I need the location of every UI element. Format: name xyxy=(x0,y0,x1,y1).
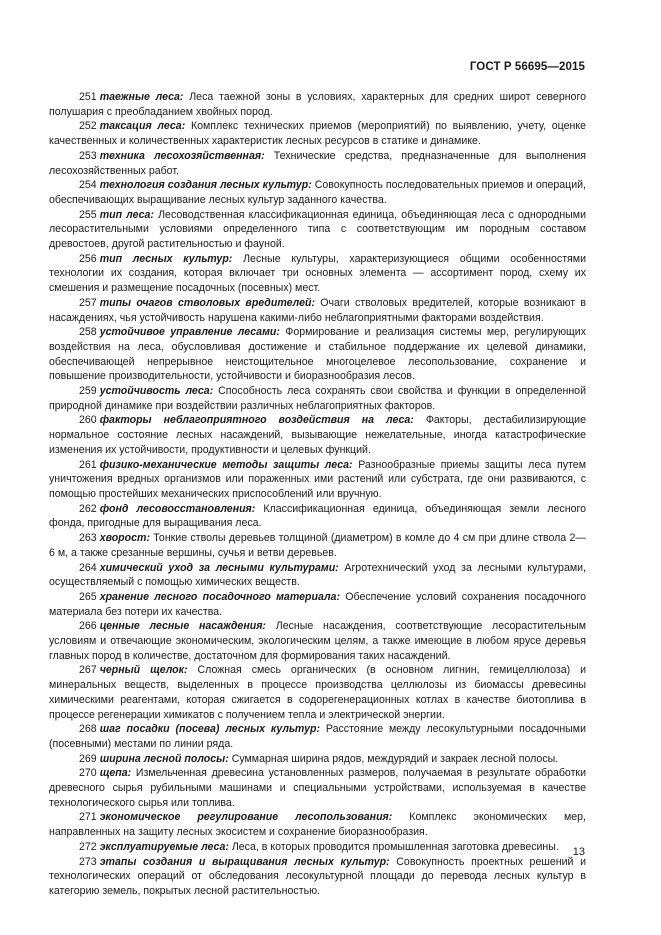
entry-number: 258 xyxy=(79,326,97,339)
entry-number: 265 xyxy=(79,590,97,603)
glossary-entry xyxy=(49,855,586,899)
glossary-entry xyxy=(49,208,586,252)
entry-term: ширина лесной полосы: xyxy=(99,752,229,765)
entry-term: шаг посадки (посева) лесных культур: xyxy=(99,723,320,736)
entry-term: устойчивость леса: xyxy=(99,385,214,398)
entry-number: 268 xyxy=(79,723,97,736)
glossary-entry xyxy=(49,619,586,663)
entry-number: 251 xyxy=(79,91,97,103)
entry-definition: Разнообразные приемы защиты леса путем уничтожения вредных организмов или пораженных ими растений или субстрата, где они развиваются, с помощью простейших механических приспособлений или вручную. xyxy=(49,458,586,500)
entry-term: эксплуатируемые леса: xyxy=(99,840,229,853)
entry-number: 254 xyxy=(79,179,97,192)
glossary-entry xyxy=(49,384,586,413)
entry-term: этапы создания и выращивания лесных культур: xyxy=(99,855,390,868)
entry-definition: Сложная смесь органических (в основном лигнин, гемицеллюлоза) и минеральных веществ, выделенных в процессе производства целлюлозы из биомассы древесины химическими реагентами, которая сжигается в содорегенерационных котлах в качестве биотоплива в процессе регенерации химикатов с получением тепла и электрической энергии. xyxy=(49,664,586,721)
glossary-entry xyxy=(49,252,586,296)
entry-term: щепа: xyxy=(99,767,132,780)
entry-definition: Совокупность проектных решений и технологических операций от обследования лесокультурной площади до перевода лесных культур в категорию земель, покрытых лесной растительностью. xyxy=(49,855,587,897)
entry-number: 273 xyxy=(79,855,97,868)
entry-definition: Совокупность последовательных приемов и операций, обеспечивающих выращивание лесных культур заданного качества. xyxy=(49,179,586,206)
glossary-entry xyxy=(49,590,586,619)
glossary-entry xyxy=(49,325,586,384)
entry-definition: Расстояние между лесокультурными посадочными (посевными) местами по линии ряда. xyxy=(49,723,586,750)
entry-number: 271 xyxy=(79,811,97,824)
entry-term: хранение лесного посадочного материала: xyxy=(99,590,340,603)
entry-number: 252 xyxy=(79,120,97,133)
entry-number: 272 xyxy=(79,840,97,853)
entry-definition: Классификационная единица, объединяющая земли лесного фонда, пригодные для выращивания леса. xyxy=(49,502,586,530)
entry-term: ценные лесные насаждения: xyxy=(99,620,266,633)
entry-definition: Суммарная ширина рядов, междурядий и закраек лесной полосы. xyxy=(231,752,559,765)
glossary-entry xyxy=(49,531,586,560)
entry-number: 267 xyxy=(79,664,97,677)
entry-number: 262 xyxy=(79,502,97,515)
glossary-entry xyxy=(49,296,586,325)
entry-definition: Способность леса сохранять свои свойства и функции в определенной природной динамике при воздействии различных неблагоприятных факторов. xyxy=(49,385,586,412)
glossary-entry xyxy=(49,810,586,839)
entry-term: устойчивое управление лесами: xyxy=(99,326,280,339)
entry-definition: Комплекс экономических мер, направленных на защиту лесных экосистем и сохранение биоразнообразия. xyxy=(49,811,586,839)
glossary-entry xyxy=(49,413,586,457)
entry-term: тип лесных культур: xyxy=(99,252,233,265)
entry-number: 263 xyxy=(79,532,97,545)
glossary-entry xyxy=(49,502,586,531)
entry-definition: Леса, в которых проводится промышленная заготовка древесины. xyxy=(231,840,559,853)
entry-number: 266 xyxy=(79,620,97,633)
entry-term: фонд лесовосстановления: xyxy=(99,502,256,515)
entry-term: физико-механические методы защиты леса: xyxy=(99,458,353,471)
glossary-entry xyxy=(49,149,586,178)
entry-definition: Технические средства, предназначенные для выполнения лесохозяйственных работ. xyxy=(49,149,586,177)
glossary-entry xyxy=(49,752,586,767)
entry-definition: Лесоводственная классификационная единица, объединяющая леса с однородными лесорастительными условиями определенного типа с соответствующим им породным составом древостоев, другой растительностью и фауной. xyxy=(49,208,586,251)
entry-number: 253 xyxy=(79,149,97,162)
entry-definition: Комплекс технических приемов (мероприятий) по выявлению, учету, оценке качественных и количественных характеристик лесных ресурсов в статике и динамике. xyxy=(49,120,586,148)
page-number: 13 xyxy=(572,846,585,858)
glossary-entry xyxy=(49,119,586,148)
entry-term: факторы неблагоприятного воздействия на леса: xyxy=(99,414,414,427)
document-id: ГОСТ Р 56695—2015 xyxy=(469,61,585,73)
entry-definition: Лесные культуры, характеризующиеся общими особенностями технологии их создания, которая включает три основных элемента — ассортимент пород, схему их смешения и размещение посадочных (посевных) мест. xyxy=(49,252,586,295)
entry-definition: Формирование и реализация системы мер, регулирующих воздействия на леса, обусловливая достижение и стабильное поддержание их целевой динамики, обеспечивающей непрерывное неистощительное многоцелевое лесопользование, сохранение и повышение производительности, устойчивости и биоразнообразия лесов. xyxy=(49,326,586,383)
glossary-entry xyxy=(49,178,586,207)
entry-definition: Очаги стволовых вредителей, которые возникают в насаждениях, чья устойчивость нарушена какими-либо неблагоприятными факторами воздействия. xyxy=(49,296,586,324)
glossary-content xyxy=(49,90,586,899)
entry-definition: Агротехнический уход за лесными культурами, осуществляемый с помощью химических веществ. xyxy=(49,561,586,589)
entry-number: 259 xyxy=(79,385,97,398)
entry-term: таксация леса: xyxy=(99,120,186,133)
entry-definition: Измельченная древесина установленных размеров, получаемая в результате обработки древесного сырья рубильными машинами и специальными устройствами, используемая в качестве технологического сырья или топлива. xyxy=(49,767,586,809)
entry-term: типы очагов стволовых вредителей: xyxy=(99,296,315,309)
entry-number: 256 xyxy=(79,252,97,265)
entry-term: хворост: xyxy=(99,532,150,545)
entry-definition: Леса таежной зоны в условиях, характерных для средних широт северного полушария с преобладанием хвойных пород. xyxy=(49,91,586,118)
entry-definition: Лесные насаждения, соответствующие лесорастительным условиям и отвечающие экономическим, экологическим целям, а также имеющие в любом ярусе деревья главных пород в количестве, достаточном для формирования таких насаждений. xyxy=(49,620,586,662)
entry-number: 260 xyxy=(79,414,97,427)
entry-number: 264 xyxy=(79,561,97,574)
glossary-entry xyxy=(49,458,586,502)
glossary-entry xyxy=(49,766,586,810)
entry-term: тип леса: xyxy=(99,208,154,221)
entry-term: черный щелок: xyxy=(99,664,188,677)
glossary-entry xyxy=(49,722,586,751)
entry-number: 270 xyxy=(79,767,97,780)
entry-term: технология создания лесных культур: xyxy=(99,179,312,192)
glossary-entry xyxy=(49,90,586,119)
entry-definition: Факторы, дестабилизирующие нормальное состояние лесных насаждений, вызывающие нежелательные, иногда катастрофические изменения их устойчивости, продуктивности и целевых функций. xyxy=(49,414,586,456)
entry-definition: Тонкие стволы деревьев толщиной (диаметром) в комле до 4 см при длине ствола 2—6 м, а также срезанные вершины, сучья и ветви деревьев. xyxy=(49,532,586,559)
glossary-entry xyxy=(49,663,586,722)
entry-term: таежные леса: xyxy=(99,91,184,103)
entry-definition: Обеспечение условий сохранения посадочного материала без потери их качества. xyxy=(49,590,586,618)
entry-term: техника лесохозяйственная: xyxy=(99,149,265,162)
entry-number: 261 xyxy=(79,458,97,471)
entry-number: 269 xyxy=(79,752,97,765)
entry-term: химический уход за лесными культурами: xyxy=(99,561,339,574)
glossary-entry xyxy=(49,561,586,590)
entry-number: 257 xyxy=(79,296,97,309)
glossary-entry xyxy=(49,840,586,855)
entry-term: экономическое регулирование лесопользования: xyxy=(99,811,393,824)
entry-number: 255 xyxy=(79,208,97,221)
